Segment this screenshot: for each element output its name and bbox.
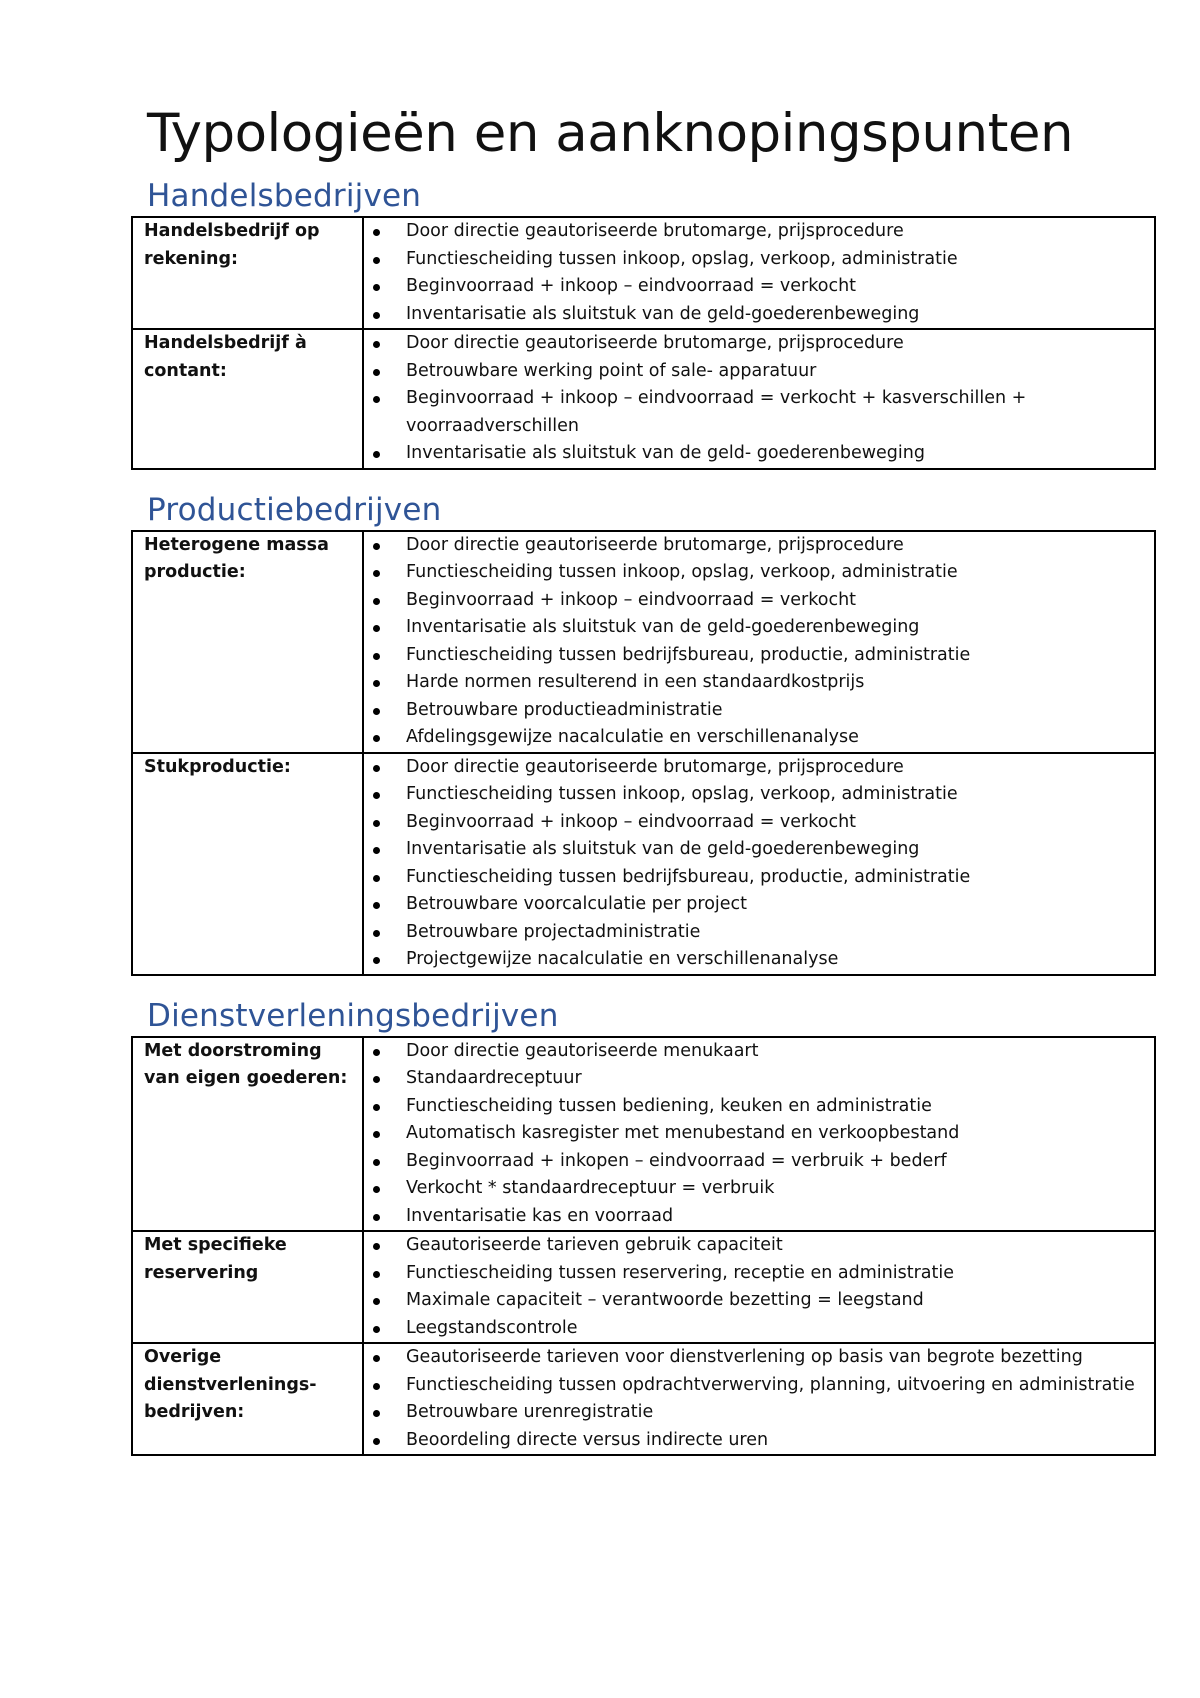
row-items-cell	[363, 1343, 1155, 1455]
bullet-list	[364, 1344, 1150, 1454]
sections-container	[131, 176, 1156, 1456]
list-item: Functiescheiding tussen opdrachtverwerving, planning, uitvoering en administratie	[364, 1372, 1150, 1400]
section-table	[131, 530, 1156, 976]
bullet-list	[364, 1038, 1150, 1231]
list-item: Functiescheiding tussen bedrijfsbureau, productie, administratie	[364, 864, 1150, 892]
section-heading: Handelsbedrijven	[147, 178, 422, 214]
table-row	[132, 753, 1155, 975]
table-row	[132, 531, 1155, 753]
list-item: Functiescheiding tussen inkoop, opslag, verkoop, administratie	[364, 559, 1150, 587]
list-item: Harde normen resulterend in een standaardkostprijs	[364, 669, 1150, 697]
row-items-cell	[363, 1037, 1155, 1232]
section-dienstverleningsbedrijven	[131, 996, 1156, 1457]
list-item: Beginvoorraad + inkoop – eindvoorraad = verkocht	[364, 809, 1150, 837]
list-item: Door directie geautoriseerde brutomarge, prijsprocedure	[364, 754, 1150, 782]
table-row	[132, 329, 1155, 469]
section-table	[131, 1036, 1156, 1457]
bullet-list	[364, 754, 1150, 974]
row-label: Heterogene massa productie:	[132, 531, 363, 753]
section-heading: Productiebedrijven	[147, 491, 442, 528]
list-item: Functiescheiding tussen bediening, keuken en administratie	[364, 1093, 1150, 1121]
list-item: Leegstandscontrole	[364, 1315, 1150, 1343]
table-row	[132, 1231, 1155, 1343]
list-item: Standaardreceptuur	[364, 1065, 1150, 1093]
row-label: Handelsbedrijf op rekening:	[132, 217, 363, 329]
list-item: Geautoriseerde tarieven gebruik capaciteit	[364, 1232, 1150, 1260]
bullet-list	[364, 532, 1150, 752]
list-item: Beoordeling directe versus indirecte uren	[364, 1427, 1150, 1455]
list-item: Door directie geautoriseerde brutomarge, prijsprocedure	[364, 532, 1150, 560]
section-handelsbedrijven	[131, 176, 1156, 470]
row-items-cell	[363, 531, 1155, 753]
list-item: Betrouwbare productieadministratie	[364, 697, 1150, 725]
list-item: Betrouwbare urenregistratie	[364, 1399, 1150, 1427]
section-table	[131, 216, 1156, 470]
list-item: Functiescheiding tussen reservering, receptie en administratie	[364, 1260, 1150, 1288]
list-item: Functiescheiding tussen inkoop, opslag, verkoop, administratie	[364, 781, 1150, 809]
table-row	[132, 1343, 1155, 1455]
document-title: Typologieën en aanknopingspunten	[147, 103, 1074, 164]
table-row	[132, 1037, 1155, 1232]
list-item: Inventarisatie als sluitstuk van de geld-goederenbeweging	[364, 836, 1150, 864]
row-label: Handelsbedrijf à contant:	[132, 329, 363, 469]
list-item: Door directie geautoriseerde brutomarge, prijsprocedure	[364, 330, 1150, 358]
list-item: Afdelingsgewijze nacalculatie en verschillenanalyse	[364, 724, 1150, 752]
list-item: Beginvoorraad + inkoop – eindvoorraad = verkocht + kasverschillen + voorraadverschillen	[364, 385, 1150, 440]
bullet-list	[364, 1232, 1150, 1342]
list-item: Functiescheiding tussen inkoop, opslag, verkoop, administratie	[364, 246, 1150, 274]
list-item: Automatisch kasregister met menubestand en verkoopbestand	[364, 1120, 1150, 1148]
row-items-cell	[363, 753, 1155, 975]
row-label: Overige dienstverlenings-bedrijven:	[132, 1343, 363, 1455]
section-productiebedrijven	[131, 490, 1156, 976]
list-item: Verkocht * standaardreceptuur = verbruik	[364, 1175, 1150, 1203]
row-items-cell	[363, 217, 1155, 329]
list-item: Door directie geautoriseerde brutomarge, prijsprocedure	[364, 218, 1150, 246]
bullet-list	[364, 330, 1150, 468]
row-items-cell	[363, 329, 1155, 469]
table-row	[132, 217, 1155, 329]
list-item: Maximale capaciteit – verantwoorde bezetting = leegstand	[364, 1287, 1150, 1315]
list-item: Betrouwbare projectadministratie	[364, 919, 1150, 947]
row-items-cell	[363, 1231, 1155, 1343]
list-item: Geautoriseerde tarieven voor dienstverlening op basis van begrote bezetting	[364, 1344, 1150, 1372]
document-page	[131, 92, 1156, 1456]
bullet-list	[364, 218, 1150, 328]
list-item: Betrouwbare voorcalculatie per project	[364, 891, 1150, 919]
list-item: Projectgewijze nacalculatie en verschillenanalyse	[364, 946, 1150, 974]
row-label: Met doorstroming van eigen goederen:	[132, 1037, 363, 1232]
list-item: Inventarisatie als sluitstuk van de geld-goederenbeweging	[364, 614, 1150, 642]
list-item: Beginvoorraad + inkopen – eindvoorraad = verbruik + bederf	[364, 1148, 1150, 1176]
list-item: Beginvoorraad + inkoop – eindvoorraad = verkocht	[364, 273, 1150, 301]
row-label: Stukproductie:	[132, 753, 363, 975]
list-item: Inventarisatie kas en voorraad	[364, 1203, 1150, 1231]
section-heading: Dienstverleningsbedrijven	[147, 997, 559, 1034]
list-item: Inventarisatie als sluitstuk van de geld- goederenbeweging	[364, 440, 1150, 468]
list-item: Betrouwbare werking point of sale- apparatuur	[364, 358, 1150, 386]
list-item: Door directie geautoriseerde menukaart	[364, 1038, 1150, 1066]
list-item: Inventarisatie als sluitstuk van de geld-goederenbeweging	[364, 301, 1150, 329]
list-item: Beginvoorraad + inkoop – eindvoorraad = verkocht	[364, 587, 1150, 615]
list-item: Functiescheiding tussen bedrijfsbureau, productie, administratie	[364, 642, 1150, 670]
row-label: Met specifieke reservering	[132, 1231, 363, 1343]
